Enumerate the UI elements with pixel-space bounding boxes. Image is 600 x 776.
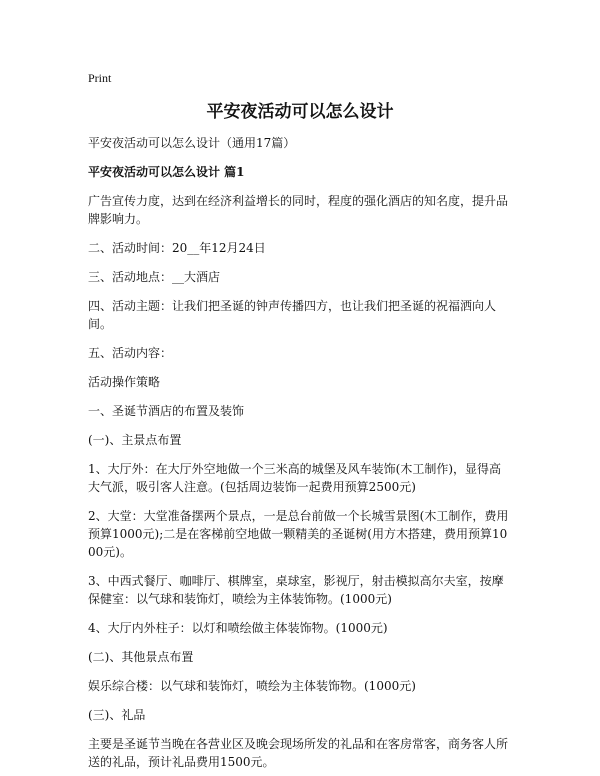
paragraph: 3、中西式餐厅、咖啡厅、棋牌室，桌球室，影视厅，射击模拟高尔夫室，按摩保健室：以气球和装饰灯，喷绘为主体装饰物。(1000元)	[88, 574, 504, 606]
paragraph: 三、活动地点：__大酒店	[88, 270, 221, 284]
paragraph: (二)、其他景点布置	[88, 650, 194, 664]
paragraph: 五、活动内容：	[88, 346, 173, 360]
paragraph: 娱乐综合楼：以气球和装饰灯，喷绘为主体装饰物。(1000元)	[88, 679, 416, 693]
paragraph: 二、活动时间：20__年12月24日	[88, 241, 266, 255]
paragraph: 一、圣诞节酒店的布置及装饰	[88, 404, 245, 418]
paragraph: 广告宣传力度，达到在经济利益增长的同时，程度的强化酒店的知名度，提升品牌影响力。	[88, 194, 509, 226]
paragraph: (三)、礼品	[88, 708, 146, 722]
paragraph: 主要是圣诞节当晚在各营业区及晚会现场所发的礼品和在客房常客，商务客人所送的礼品，预计礼品费用1500元。	[88, 737, 509, 769]
paragraph: 四、活动主题：让我们把圣诞的钟声传播四方，也让我们把圣诞的祝福洒向人间。	[88, 299, 497, 331]
section-heading: 平安夜活动可以怎么设计 篇1	[88, 165, 245, 179]
document-title: 平安夜活动可以怎么设计	[206, 102, 394, 122]
subtitle: 平安夜活动可以怎么设计（通用17篇）	[88, 136, 296, 150]
print-label: Print	[88, 71, 112, 85]
paragraph: (一)、主景点布置	[88, 433, 182, 447]
paragraph: 2、大堂：大堂准备摆两个景点，一是总台前做一个长城雪景图(木工制作，费用预算1000元);二是在客梯前空地做一颗精美的圣诞树(用方木搭建，费用预算1000元)。	[88, 509, 509, 559]
paragraph: 活动操作策略	[88, 375, 161, 389]
paragraph: 4、大厅内外柱子：以灯和喷绘做主体装饰物。(1000元)	[88, 621, 388, 635]
paragraph: 1、大厅外：在大厅外空地做一个三米高的城堡及风车装饰(木工制作)，显得高大气派，吸引客人注意。(包括周边装饰一起费用预算2500元)	[88, 462, 502, 494]
